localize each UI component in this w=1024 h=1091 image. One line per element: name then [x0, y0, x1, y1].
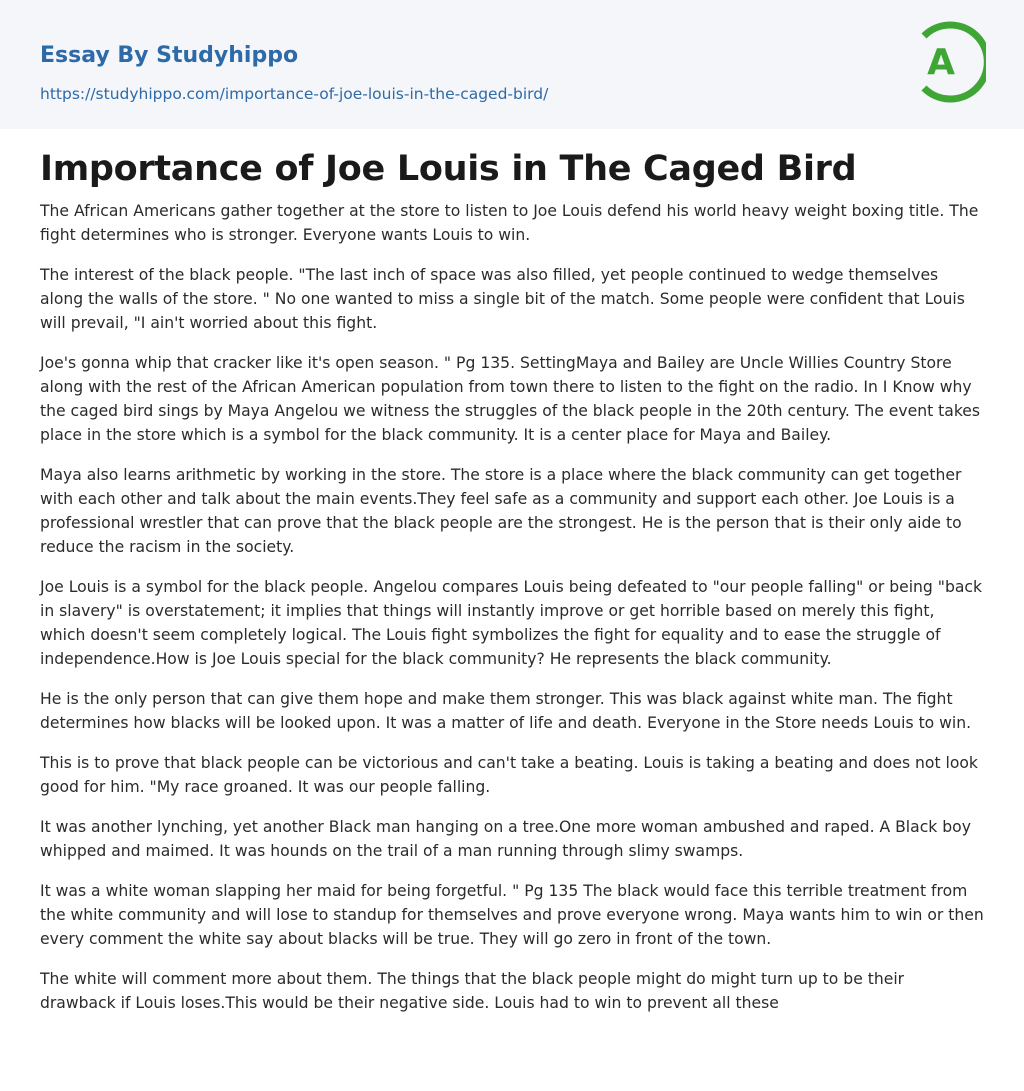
paragraph: Joe Louis is a symbol for the black people. Angelou compares Louis being defeated to "our people falling" or being "back in slavery" is overstatement; it implies that things will instantly improve or get horrible based on merely this fight, which doesn't seem completely logical. The Louis fight symbolizes the fight for equality and to ease the struggle of independence.How is Joe Louis special for the black community? He represents the black community. — [40, 578, 983, 668]
article — [0, 147, 1024, 1015]
paragraph: The interest of the black people. "The last inch of space was also filled, yet people continued to wedge themselves along the walls of the store. " No one wanted to miss a single bit of the match. Some people were confident that Louis will prevail, "I ain't worried about this fight. — [40, 266, 965, 332]
paragraph: It was another lynching, yet another Black man hanging on a tree.One more woman ambushed and raped. A Black boy whipped and maimed. It was hounds on the trail of a man running through slimy swamps. — [40, 818, 971, 860]
studyhippo-logo-icon — [914, 18, 986, 106]
paragraph: The white will comment more about them. The things that the black people might do might turn up to be their drawback if Louis loses.This would be their negative side. Louis had to win to prevent all these — [40, 970, 905, 1012]
paragraph: It was a white woman slapping her maid for being forgetful. " Pg 135 The black would face this terrible treatment from the white community and will lose to standup for themselves and prove everyone wrong. Maya wants him to win or then every comment the white say about blacks will be true. They will go zero in front of the town. — [40, 882, 984, 948]
paragraph: This is to prove that black people can be victorious and can't take a beating. Louis is taking a beating and does not look good for him. "My race groaned. It was our people falling. — [40, 754, 978, 796]
article-url-link[interactable]: https://studyhippo.com/importance-of-joe-louis-in-the-caged-bird/ — [40, 85, 549, 103]
article-title: Importance of Joe Louis in The Caged Bird — [40, 149, 857, 189]
site-header — [0, 0, 1024, 129]
paragraph: He is the only person that can give them hope and make them stronger. This was black against white man. The fight determines how blacks will be looked upon. It was a matter of life and death. Everyone in the Store needs Louis to win. — [40, 690, 972, 732]
logo-letter: A — [927, 42, 955, 83]
paragraph: Maya also learns arithmetic by working in the store. The store is a place where the black community can get together with each other and talk about the main events.They feel safe as a community and support each other. Joe Louis is a professional wrestler that can prove that the black people are the strongest. He is the person that is their only aide to reduce the racism in the society. — [40, 466, 962, 556]
paragraph: The African Americans gather together at the store to listen to Joe Louis defend his world heavy weight boxing title. The fight determines who is stronger. Everyone wants Louis to win. — [40, 202, 979, 244]
paragraph: Joe's gonna whip that cracker like it's open season. " Pg 135. SettingMaya and Bailey are Uncle Willies Country Store along with the rest of the African American population from town there to listen to the fight on the radio. In I Know why the caged bird sings by Maya Angelou we witness the struggles of the black people in the 20th century. The event takes place in the store which is a symbol for the black community. It is a center place for Maya and Bailey. — [40, 354, 981, 444]
brand-title: Essay By Studyhippo — [40, 43, 299, 68]
